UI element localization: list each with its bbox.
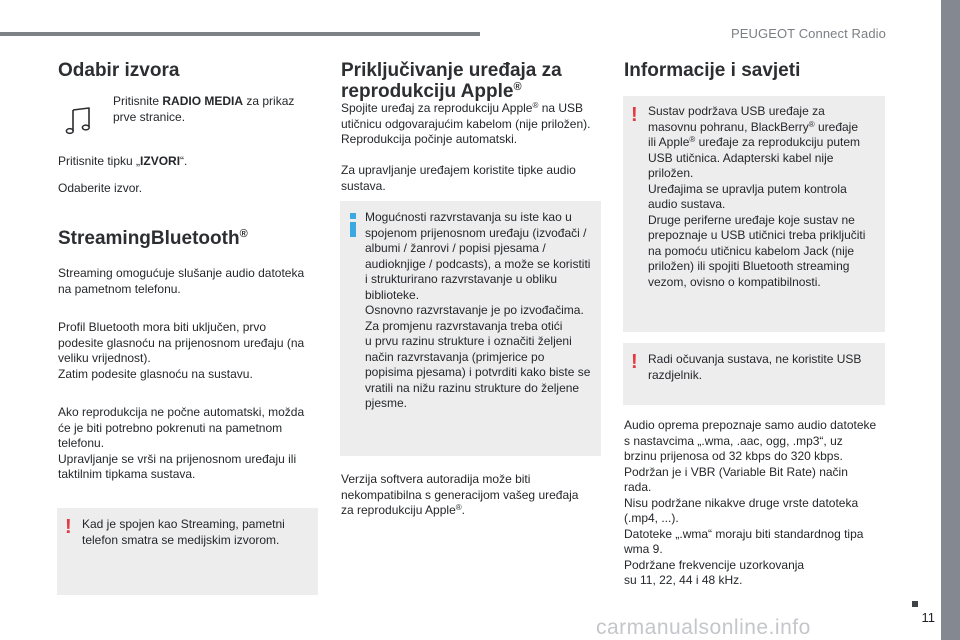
exclamation-icon: ! <box>65 516 72 538</box>
exclamation-icon: ! <box>631 351 638 373</box>
page-header-title: PEUGEOT Connect Radio <box>730 26 886 41</box>
instruction-select-source: Odaberite izvor. <box>58 181 143 195</box>
exclamation-icon: ! <box>631 104 638 126</box>
info-text: Mogućnosti razvrstavanja su iste kao u spojenom prijenosnom uređaju (izvođači / albumi / žanrovi / popisi pjesama / audioknjige / podcasts), a može se koristiti i strukturirano razvrstavanje u obliku biblioteke. Osnovno razvrstavanje je po izvođačima. Za promjenu razvrstavanja treba otići u prvu razinu strukture i označiti željeni način razvrstavanja (primjerice po popisima pjesama) i potvrditi kako biste se vratili na nižu razinu strukture do željene pjesme. <box>365 210 591 410</box>
warning-box-usb-support <box>623 96 885 332</box>
heading-streaming-bluetooth: StreamingBluetooth® <box>58 228 248 249</box>
heading-info-tips: Informacije i savjeti <box>624 60 801 81</box>
header-rule <box>0 32 480 36</box>
heading-apple-connection: Priključivanje uređaja za reprodukciju Apple® <box>341 60 562 102</box>
info-bar-icon <box>350 213 356 237</box>
page-number: 11 <box>921 610 935 625</box>
watermark: carmanualsonline.info <box>596 616 811 639</box>
warning-text: Kad je spojen kao Streaming, pametni telefon smatra se medijskim izvorom. <box>82 517 285 547</box>
heading-odabir-izvora: Odabir izvora <box>58 60 180 81</box>
paragraph-playback: Ako reprodukcija ne počne automatski, možda će je biti potrebno pokrenuti na pametnom telefonu. Upravljanje se vrši na prijenosnom uređaju ili taktilnim tipkama sustava. <box>58 405 305 481</box>
warning-text: Radi očuvanja sustava, ne koristite USB razdjelnik. <box>648 352 862 382</box>
paragraph-connect-apple: Spojite uređaj za reprodukciju Apple® na USB utičnicu odgovarajućim kabelom (nije priložen). Reprodukcija počinje automatski. <box>341 101 591 146</box>
paragraph-streaming: Streaming omogućuje slušanje audio datoteka na pametnom telefonu. <box>58 266 305 296</box>
warning-box-usb-hub <box>623 343 885 405</box>
instruction-izvori: Pritisnite tipku „IZVORI“. <box>58 154 188 168</box>
warning-box-streaming <box>57 508 318 595</box>
paragraph-audio-formats: Audio oprema prepoznaje samo audio datoteke s nastavcima „.wma, .aac, ogg, .mp3“, uz brzinu prijenosa od 32 kbps do 320 kbps. Podržan je i VBR (Variable Bit Rate) način rada. Nisu podržane nikakve druge vrste datoteka (.mp4, ...). Datoteke „.wma“ moraju biti standardnog tipa wma 9. Podržane frekvencije uzorkovanja su 11, 22, 44 i 48 kHz. <box>624 418 877 587</box>
music-note-icon <box>64 106 94 136</box>
paragraph-audio-buttons: Za upravljanje uređajem koristite tipke audio sustava. <box>341 163 576 193</box>
warning-text: Sustav podržava USB uređaje za masovnu pohranu, BlackBerry® uređaje ili Apple® uređaje za reprodukciju putem USB utičnica. Adapterski kabel nije priložen. Uređajima se upravlja putem kontrola audio sustava. Druge periferne uređaje koje sustav ne prepoznaje u USB utičnici treba priključiti na pomoću utičnicu kabelom Jack (nije priložen) ili spojiti Bluetooth streaming vezom, ovisno o kompatibilnosti. <box>648 104 866 289</box>
paragraph-bluetooth-profile: Profil Bluetooth mora biti uključen, prvo podesite glasnoću na prijenosnom uređaju (na veliku vrijednost). Zatim podesite glasnoću na sustavu. <box>58 320 305 381</box>
info-box-sorting <box>340 201 601 456</box>
instruction-radio-media: Pritisnite RADIO MEDIA za prikaz prve stranice. <box>113 94 295 124</box>
paragraph-software-version: Verzija softvera autoradija može biti nekompatibilna s generacijom vašeg uređaja za reprodukciju Apple®. <box>341 472 579 517</box>
continuation-marker <box>912 601 918 607</box>
side-tab-bar <box>941 0 960 640</box>
